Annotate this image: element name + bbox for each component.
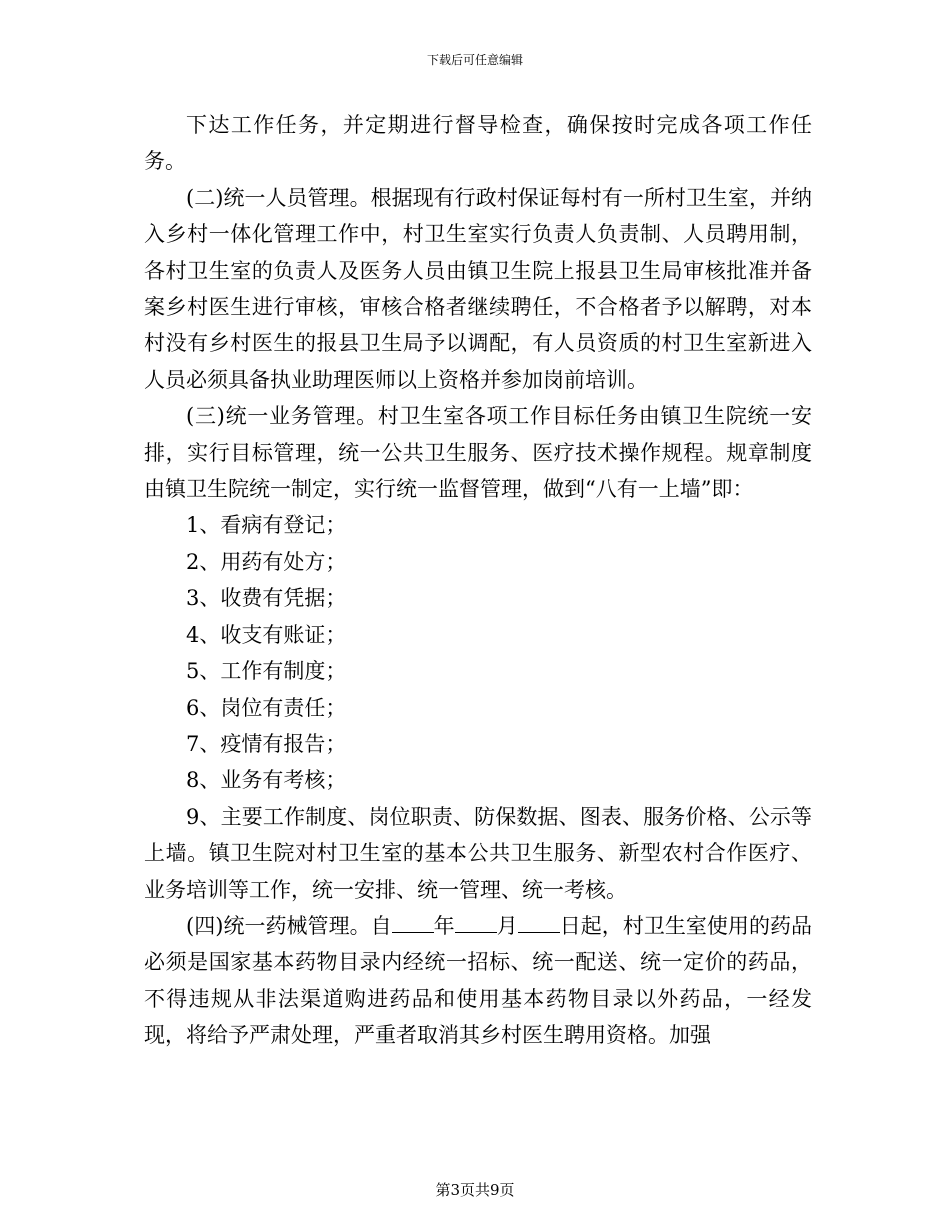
drug-management-text: 日起，村卫生室使用的药品必须是国家基本药物目录内经统一招标、统一配送、统一定价的药品，不得违规从非法渠道购进药品和使用基本药物目录以外药品，一经发现，将给予严肃处理，严重者取消其乡村医生聘用资格。加强 bbox=[144, 913, 813, 1048]
list-item: 2、用药有处方； bbox=[186, 549, 347, 574]
list-item: 7、疫情有报告； bbox=[186, 731, 347, 756]
list-item: 8、业务有考核； bbox=[186, 768, 347, 793]
list-item: 6、岗位有责任； bbox=[186, 695, 347, 720]
blank-month bbox=[455, 912, 497, 933]
page-number: 第3页共9页 bbox=[435, 1181, 515, 1199]
list-item: 3、收费有凭据； bbox=[186, 586, 347, 611]
drug-management-lead: (四)统一药械管理。自 bbox=[186, 913, 392, 938]
document-body bbox=[144, 107, 812, 1054]
year-label: 年 bbox=[433, 913, 455, 938]
month-label: 月 bbox=[496, 913, 518, 938]
paragraph-business-management: (三)统一业务管理。村卫生室各项工作目标任务由镇卫生院统一安排，实行目标管理，统一公共卫生服务、医疗技术操作规程。规章制度由镇卫生院统一制定，实行统一监督管理，做到“八有一上墙”即： bbox=[144, 404, 812, 502]
page-header: 下载后可任意编辑 bbox=[426, 53, 523, 67]
paragraph-task-assignment: 下达工作任务，并定期进行督导检查，确保按时完成各项工作任务。 bbox=[144, 113, 812, 174]
paragraph-wall-posting: 9、主要工作制度、岗位职责、防保数据、图表、服务价格、公示等上墙。镇卫生院对村卫生室的基本公共卫生服务、新型农村合作医疗、业务培训等工作，统一安排、统一管理、统一考核。 bbox=[144, 804, 812, 902]
list-item: 4、收支有账证； bbox=[186, 622, 347, 647]
list-item: 1、看病有登记； bbox=[186, 513, 347, 538]
paragraph-drug-management bbox=[144, 908, 812, 1054]
list-item: 5、工作有制度； bbox=[186, 659, 347, 684]
blank-day bbox=[518, 912, 560, 933]
paragraph-personnel-management: (二)统一人员管理。根据现有行政村保证每村有一所村卫生室，并纳入乡村一体化管理工作中，村卫生室实行负责人负责制、人员聘用制，各村卫生室的负责人及医务人员由镇卫生院上报县卫生局审核批准并备案乡村医生进行审核，审核合格者继续聘任，不合格者予以解聘，对本村没有乡村医生的报县卫生局予以调配，有人员资质的村卫生室新进入人员必须具备执业助理医师以上资格并参加岗前培训。 bbox=[144, 185, 812, 392]
blank-year bbox=[392, 912, 434, 933]
